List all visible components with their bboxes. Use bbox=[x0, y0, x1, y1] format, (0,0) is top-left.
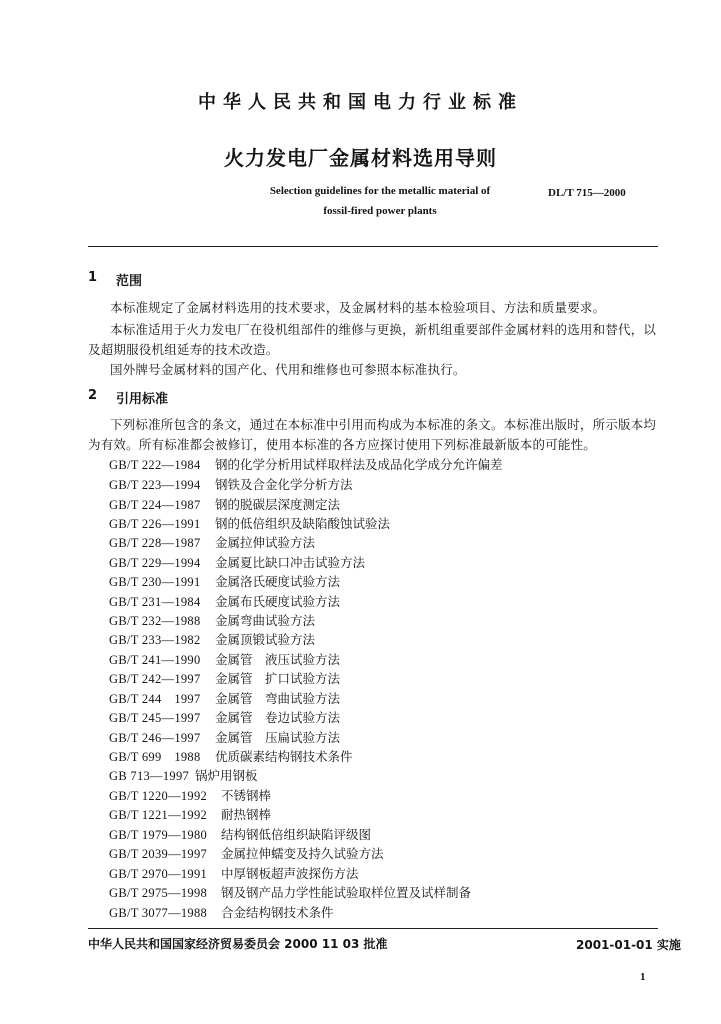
reference-item bbox=[109, 728, 340, 746]
reference-title: 金属管 液压试验方法 bbox=[215, 652, 341, 667]
reference-code: GB/T 233—1982 bbox=[109, 633, 201, 647]
reference-code: GB/T 232—1988 bbox=[109, 614, 201, 628]
reference-code: GB/T 231—1984 bbox=[109, 595, 201, 609]
reference-title: 金属管 弯曲试验方法 bbox=[215, 691, 341, 706]
reference-title: 耐热钢棒 bbox=[221, 807, 272, 822]
reference-code: GB/T 229—1994 bbox=[109, 556, 201, 570]
title-en-line2: fossil-fired power plants bbox=[323, 205, 437, 217]
reference-item bbox=[109, 805, 271, 823]
footer-divider bbox=[88, 928, 658, 929]
section-2-intro: 下列标准所包含的条文，通过在本标准中引用而构成为本标准的条文。本标准出版时，所示版本均 bbox=[110, 417, 657, 432]
implementation-date: 2001-01-01 实施 bbox=[576, 938, 681, 952]
reference-title: 金属管 扩口试验方法 bbox=[215, 671, 341, 686]
standard-type-heading: 中华人民共和国电力行业标准 bbox=[198, 92, 523, 113]
reference-title: 金属拉伸试验方法 bbox=[215, 535, 316, 550]
reference-item bbox=[109, 786, 271, 804]
reference-item bbox=[109, 553, 365, 571]
reference-title: 金属管 压扁试验方法 bbox=[215, 730, 341, 745]
section-1-heading: 范围 bbox=[116, 274, 143, 289]
reference-title: 钢及钢产品力学性能试验取样位置及试样制备 bbox=[221, 885, 472, 900]
reference-code: GB/T 2039—1997 bbox=[109, 847, 208, 861]
reference-item bbox=[109, 475, 353, 493]
reference-item bbox=[109, 572, 340, 590]
reference-title: 钢的化学分析用试样取样法及成品化学成分允许偏差 bbox=[215, 457, 503, 472]
document-code: DL/T 715—2000 bbox=[548, 187, 626, 199]
section-2-intro: 为有效。所有标准都会被修订，使用本标准的各方应探讨使用下列标准最新版本的可能性。 bbox=[88, 437, 597, 452]
reference-item bbox=[109, 864, 359, 882]
reference-code: GB/T 241—1990 bbox=[109, 653, 201, 667]
section-1-paragraph: 国外牌号金属材料的国产化、代用和维修也可参照本标准执行。 bbox=[110, 362, 466, 377]
reference-item bbox=[109, 903, 334, 921]
reference-item bbox=[109, 611, 315, 629]
reference-item bbox=[109, 592, 340, 610]
reference-title: 不锈钢棒 bbox=[221, 788, 272, 803]
reference-code: GB/T 2970—1991 bbox=[109, 867, 208, 881]
reference-item bbox=[109, 630, 315, 648]
reference-title: 中厚钢板超声波探伤方法 bbox=[221, 866, 359, 881]
title-en-line1: Selection guidelines for the metallic material of bbox=[269, 185, 491, 197]
reference-title: 金属夏比缺口冲击试验方法 bbox=[215, 555, 366, 570]
reference-item bbox=[109, 844, 384, 862]
section-2-heading: 引用标准 bbox=[116, 392, 169, 407]
reference-item bbox=[109, 747, 353, 765]
reference-code: GB/T 246—1997 bbox=[109, 731, 201, 745]
reference-item bbox=[109, 533, 315, 551]
reference-code: GB/T 1979—1980 bbox=[109, 828, 208, 842]
reference-code: GB/T 1220—1992 bbox=[109, 789, 208, 803]
reference-code: GB/T 1221—1992 bbox=[109, 808, 208, 822]
reference-code: GB/T 2975—1998 bbox=[109, 886, 208, 900]
section-1-paragraph: 本标准规定了金属材料选用的技术要求，及金属材料的基本检验项目、方法和质量要求。 bbox=[110, 300, 606, 315]
reference-code: GB/T 222—1984 bbox=[109, 458, 201, 472]
reference-item bbox=[109, 883, 471, 901]
reference-code: GB/T 699 1988 bbox=[109, 750, 201, 764]
reference-title: 金属布氏硬度试验方法 bbox=[215, 594, 341, 609]
reference-code: GB/T 223—1994 bbox=[109, 478, 201, 492]
page-number: 1 bbox=[640, 971, 646, 983]
reference-item bbox=[109, 708, 340, 726]
reference-title: 优质碳素结构钢技术条件 bbox=[215, 749, 353, 764]
document-title-en bbox=[210, 181, 550, 221]
reference-title: 锅炉用钢板 bbox=[195, 768, 258, 783]
reference-title: 合金结构钢技术条件 bbox=[221, 905, 334, 920]
reference-item bbox=[109, 514, 390, 532]
reference-title: 钢的脱碳层深度测定法 bbox=[215, 497, 341, 512]
reference-code: GB/T 228—1987 bbox=[109, 536, 201, 550]
reference-title: 金属拉伸蠕变及持久试验方法 bbox=[221, 846, 384, 861]
reference-title: 钢铁及合金化学分析方法 bbox=[215, 477, 353, 492]
section-1-paragraph: 及超期服役机组延寿的技术改造。 bbox=[88, 342, 279, 357]
reference-title: 金属管 卷边试验方法 bbox=[215, 710, 341, 725]
header-divider bbox=[88, 246, 658, 247]
reference-code: GB/T 230—1991 bbox=[109, 575, 201, 589]
reference-code: GB/T 224—1987 bbox=[109, 498, 201, 512]
reference-title: 金属洛氏硬度试验方法 bbox=[215, 574, 341, 589]
reference-item bbox=[109, 669, 340, 687]
reference-code: GB/T 242—1997 bbox=[109, 672, 201, 686]
reference-item bbox=[109, 495, 340, 513]
approval-statement: 中华人民共和国国家经济贸易委员会 2000 11 03 批准 bbox=[88, 937, 388, 951]
reference-item bbox=[109, 650, 340, 668]
reference-code: GB/T 3077—1988 bbox=[109, 906, 208, 920]
reference-item bbox=[109, 455, 503, 473]
reference-item bbox=[109, 825, 371, 843]
reference-code: GB/T 244 1997 bbox=[109, 692, 201, 706]
reference-code: GB 713—1997 bbox=[109, 769, 190, 783]
section-1-number: 1 bbox=[88, 270, 98, 285]
reference-item bbox=[109, 766, 258, 784]
reference-title: 金属弯曲试验方法 bbox=[215, 613, 316, 628]
reference-item bbox=[109, 689, 340, 707]
reference-code: GB/T 245—1997 bbox=[109, 711, 201, 725]
section-2-number: 2 bbox=[88, 388, 98, 403]
reference-code: GB/T 226—1991 bbox=[109, 517, 201, 531]
document-title-cn: 火力发电厂金属材料选用导则 bbox=[224, 146, 497, 170]
reference-title: 钢的低倍组织及缺陷酸蚀试验法 bbox=[215, 516, 391, 531]
reference-title: 结构钢低倍组织缺陷评级图 bbox=[221, 827, 372, 842]
section-1-paragraph: 本标准适用于火力发电厂在役机组部件的维修与更换，新机组重要部件金属材料的选用和替代，以 bbox=[110, 322, 657, 337]
reference-title: 金属顶锻试验方法 bbox=[215, 632, 316, 647]
